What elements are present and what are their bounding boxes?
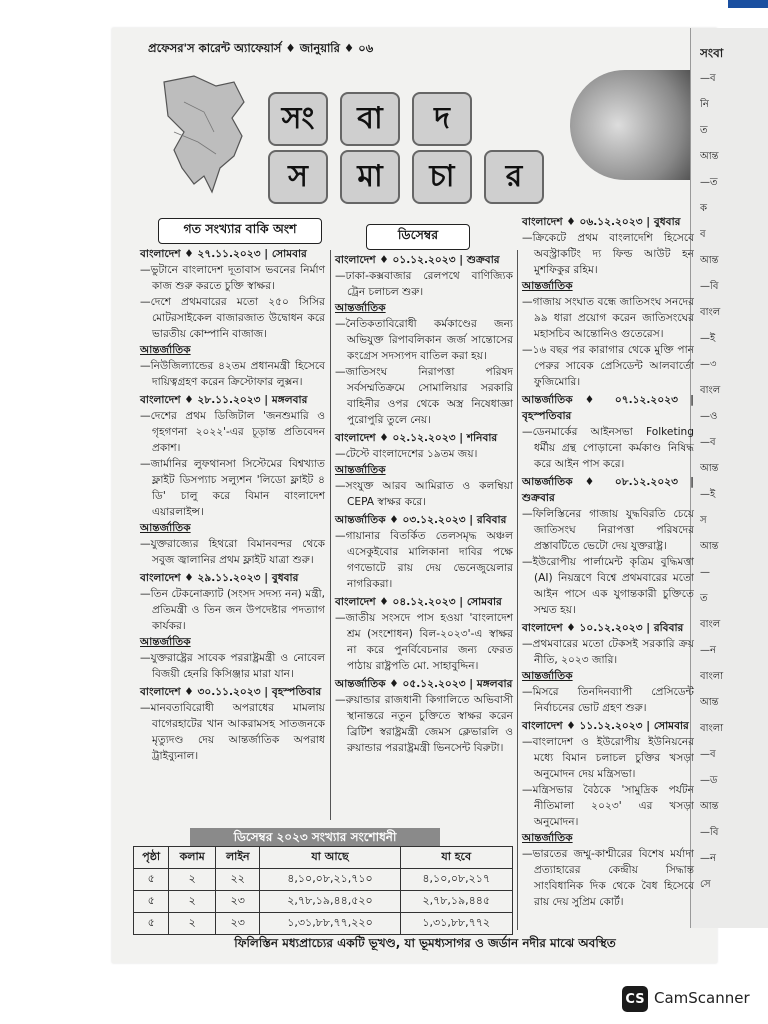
footer-note: ফিলিস্তিন মধ্যপ্রাচ্যের একটি ভূখণ্ড, যা ভূমধ্যসাগর ও জর্ডান নদীর মাঝে অবস্থিত xyxy=(234,936,616,950)
date-heading: বাংলাদেশ ♦ ০৪.১২.২০২৩ | সোমবার xyxy=(335,596,502,608)
section-label: আন্তর্জাতিক xyxy=(522,670,573,682)
news-item: —নিউজিল্যান্ডের ৪২তম প্রধানমন্ত্রী হিসেবে দায়িত্বগ্রহণ করেন ক্রিস্টোফার লুক্সন। xyxy=(140,360,325,388)
edge-top-label: সংবা xyxy=(700,46,724,60)
running-head: প্রফেসর'স কারেন্ট অ্যাফেয়ার্স ♦ জানুয়ারি ♦ ০৬ xyxy=(148,41,374,55)
date-heading: আন্তর্জাতিক ♦ ০৫.১২.২০২৩ | মঙ্গলবার xyxy=(335,678,513,690)
section-label: আন্তর্জাতিক xyxy=(140,344,191,356)
news-item: —যুক্তরাজ্যের হিথরো বিমানবন্দর থেকে সবুজ জ্বালানির প্রথম ফ্লাইট যাত্রা শুরু। xyxy=(140,538,325,566)
column-rule xyxy=(330,250,331,820)
table-cell: ১,৩১,৮৮,৭৭২ xyxy=(400,913,513,935)
news-item: —মানবতাবিরোধী অপরাধের মামলায় বাগেরহাটের খান আকরামসহ সাতজনকে মৃত্যুদণ্ড দেয় আন্তর্জাতিক অপরাধ ট্রাইব্যুনাল। xyxy=(140,702,325,762)
section-label: আন্তর্জাতিক xyxy=(140,522,191,534)
table-cell: ৪,১০,০৮,২১,৭১০ xyxy=(260,869,400,891)
date-heading: আন্তর্জাতিক ♦ ০৩.১২.২০২৩ | রবিবার xyxy=(335,514,507,526)
edge-accent-bar xyxy=(728,0,768,8)
news-item: —ক্রিকেটে প্রথম বাংলাদেশি হিসেবে অবস্ট্রাকটিং দ্য ফিল্ড আউট হন মুশফিকুর রহিম। xyxy=(522,232,694,276)
correction-header-cell: যা আছে xyxy=(260,847,400,869)
news-item: —ভুটানে বাংলাদেশ দূতাবাস ভবনের নির্মাণ কাজ শুরু করতে চুক্তি স্বাক্ষর। xyxy=(140,264,325,292)
banner-tile: দ xyxy=(412,92,472,146)
col1-heading: গত সংখ্যার বাকি অংশ xyxy=(158,218,322,244)
table-cell: ১,৩১,৮৮,৭৭,২২০ xyxy=(260,913,400,935)
table-cell: ৫ xyxy=(134,891,169,913)
date-heading: বাংলাদেশ ♦ ১০.১২.২০২৩ | রবিবার xyxy=(522,622,684,634)
edge-fragment: বাংলা xyxy=(700,671,724,682)
news-item: —প্রথমবারের মতো টেকসই সরকারি ক্রয় নীতি, ২০২৩ জারি। xyxy=(522,638,694,666)
col2-heading: ডিসেম্বর xyxy=(366,224,470,250)
correction-title: ডিসেম্বর ২০২৩ সংখ্যার সংশোধনী xyxy=(190,828,440,846)
section-label: আন্তর্জাতিক xyxy=(140,636,191,648)
news-item: —দেশে প্রথমবারের মতো ২৫০ সিসির মোটরসাইকেল বাজারজাত উদ্বোধন করে ভারতীয় কোম্পানি বাজাজ। xyxy=(140,296,325,340)
banner-tile: সং xyxy=(268,92,328,146)
table-row xyxy=(134,913,513,935)
correction-header-cell: যা হবে xyxy=(400,847,513,869)
edge-fragment: স xyxy=(700,515,707,526)
news-item: —যুক্তরাষ্ট্রের সাবেক পররাষ্ট্রমন্ত্রী ও নোবেল বিজয়ী হেনরি কিসিঞ্জার মারা যান। xyxy=(140,652,325,680)
edge-fragment: —বি xyxy=(700,827,719,838)
edge-fragment: —৩ xyxy=(700,359,717,370)
edge-fragment: আন্ত xyxy=(700,151,719,162)
edge-fragment: —ই xyxy=(700,333,716,344)
banner-tile: স xyxy=(268,150,328,204)
table-cell: ৫ xyxy=(134,913,169,935)
edge-fragment: —ড xyxy=(700,775,718,786)
section-label: আন্তর্জাতিক xyxy=(335,302,386,314)
column-1 xyxy=(140,244,325,764)
table-cell: ২৩ xyxy=(216,913,260,935)
news-item: —ইউরোপীয় পার্লামেন্ট কৃত্রিম বুদ্ধিমত্তা (AI) নিয়ন্ত্রণে বিশ্বে প্রথমবারের মতো আইন পাসে এক যুগান্তকারী চুক্তিতে সম্মত হয়। xyxy=(522,556,694,616)
news-item: —ডেনমার্কের আইনসভা Folketing ধর্মীয় গ্রন্থ পোড়ানো কর্মকাণ্ড নিষিদ্ধ করে আইন পাস করে। xyxy=(522,426,694,470)
table-row xyxy=(134,891,513,913)
news-item: —জাতীয় সংসদে পাস হওয়া 'বাংলাদেশ শ্রম (সংশোধন) বিল-২০২৩'-এ স্বাক্ষর না করে পুনর্বিবেচনার জন্য ফেরত পাঠায় রাষ্ট্রপতি মো. সাহাবুদ্দিন। xyxy=(335,612,513,672)
table-cell: ২৩ xyxy=(216,891,260,913)
correction-header-cell: কলাম xyxy=(169,847,216,869)
date-heading: বাংলাদেশ ♦ ০৬.১২.২০২৩ | বুধবার xyxy=(522,216,681,228)
banner-tile: মা xyxy=(340,150,400,204)
edge-fragment: —ব xyxy=(700,437,716,448)
news-item: —মিসরে তিনদিনব্যাপী প্রেসিডেন্ট নির্বাচনের ভোট গ্রহণ শুরু। xyxy=(522,686,694,714)
table-cell: ২,৭৮,১৯,৪৪৫ xyxy=(400,891,513,913)
edge-fragment: বাংল xyxy=(700,619,721,630)
date-heading: বাংলাদেশ ♦ ০২.১২.২০২৩ | শনিবার xyxy=(335,432,498,444)
section-label: আন্তর্জাতিক xyxy=(522,280,573,292)
edge-fragment: আন্ত xyxy=(700,697,719,708)
edge-fragment: —ব xyxy=(700,73,716,84)
edge-fragment: —ও xyxy=(700,411,718,422)
table-cell: ২২ xyxy=(216,869,260,891)
news-item: —ঢাকা-কক্সবাজার রেলপথে বাণিজ্যিক ট্রেন চলাচল শুরু। xyxy=(335,270,513,298)
news-item: —তিন টেকনোক্র্যাট (সংসদ সদস্য নন) মন্ত্রী, প্রতিমন্ত্রী ও তিন জন উপদেষ্টার পদত্যাগ কার্যকর। xyxy=(140,588,325,632)
edge-fragment: —ন xyxy=(700,645,716,656)
date-heading: বাংলাদেশ ♦ ২৭.১১.২০২৩ | সোমবার xyxy=(140,248,307,260)
news-item: —গায়ানার বিতর্কিত তেলসমৃদ্ধ অঞ্চল এসেকুইবোর মালিকানা দাবির পক্ষে গণভোটে রায় দেয় ভেনেজুয়েলার নাগরিকরা। xyxy=(335,530,513,590)
edge-fragment: নি xyxy=(700,99,709,110)
table-row xyxy=(134,869,513,891)
banner-tile: বা xyxy=(340,92,400,146)
correction-header-row xyxy=(134,847,513,869)
date-heading: আন্তর্জাতিক ♦ ০৮.১২.২০২৩ | শুক্রবার xyxy=(522,476,694,504)
edge-fragment: —ত xyxy=(700,177,718,188)
edge-fragment: বাংল xyxy=(700,307,721,318)
edge-fragment: —বি xyxy=(700,281,719,292)
banner-decoration xyxy=(570,70,690,180)
correction-table xyxy=(133,846,513,935)
edge-fragment: আন্ত xyxy=(700,463,719,474)
camscanner-logo: CS xyxy=(622,986,648,1012)
news-item: —মন্ত্রিসভার বৈঠকে 'সামুদ্রিক পর্যটন নীতিমালা ২০২৩' এর খসড়া অনুমোদন। xyxy=(522,784,694,828)
banner-tile: র xyxy=(484,150,544,204)
date-heading: বাংলাদেশ ♦ ০১.১২.২০২৩ | শুক্রবার xyxy=(335,254,500,266)
news-item: —নৈতিকতাবিরোধী কর্মকাণ্ডের জন্য অভিযুক্ত রিপাবলিকান জর্জ সান্তোসের কংগ্রেস সদস্যপদ বাতিল করা হয়। xyxy=(335,318,513,362)
column-3 xyxy=(522,212,694,910)
camscanner-watermark: CamScanner xyxy=(654,989,750,1007)
banner-tile: চা xyxy=(412,150,472,204)
edge-fragment: —ব xyxy=(700,749,716,760)
edge-fragment: ত xyxy=(700,593,708,604)
column-2 xyxy=(335,250,513,756)
edge-fragment: বাংল xyxy=(700,385,721,396)
edge-fragment: —ই xyxy=(700,489,716,500)
edge-fragment: সে xyxy=(700,879,711,890)
table-cell: ৫ xyxy=(134,869,169,891)
bangladesh-map-icon xyxy=(154,72,250,200)
edge-fragment: ক xyxy=(700,203,707,214)
edge-fragment: ব xyxy=(700,229,706,240)
correction-header-cell: পৃষ্ঠা xyxy=(134,847,169,869)
table-cell: ৪,১০,০৮,২১৭ xyxy=(400,869,513,891)
edge-fragment: আন্ত xyxy=(700,541,719,552)
date-heading: আন্তর্জাতিক ♦ ০৭.১২.২০২৩ | বৃহস্পতিবার xyxy=(522,394,694,422)
news-item: —রুয়ান্ডার রাজধানী কিগালিতে অভিবাসী স্থানান্তরে নতুন চুক্তিতে স্বাক্ষর করেন ব্রিটিশ স্বরাষ্ট্রমন্ত্রী জেমস ক্লেভারলি ও রুয়ান্ডার পররাষ্ট্রমন্ত্রী ভিনসেন্ট বিরুটা। xyxy=(335,694,513,754)
date-heading: বাংলাদেশ ♦ ১১.১২.২০২৩ | সোমবার xyxy=(522,720,689,732)
news-item: —ভারতের জম্মু-কাশ্মীরের বিশেষ মর্যাদা প্রত্যাহারের কেন্দ্রীয় সিদ্ধান্ত সাংবিধানিক দিক থেকে বৈধ হিসেবে রায় দেয় সুপ্রিম কোর্ট। xyxy=(522,848,694,908)
news-item: —দেশের প্রথম ডিজিটাল 'জনশুমারি ও গৃহগণনা ২০২২'-এর চূড়ান্ত প্রতিবেদন প্রকাশ। xyxy=(140,410,325,454)
news-item: —১৬ বছর পর কারাগার থেকে মুক্তি পান পেরুর সাবেক প্রেসিডেন্ট আলবার্তো ফুজিমোরি। xyxy=(522,344,694,388)
edge-fragment: — xyxy=(700,567,710,578)
table-cell: ২,৭৮,১৯,৪৪,৫২০ xyxy=(260,891,400,913)
table-cell: ২ xyxy=(169,913,216,935)
news-item: —টেস্টে বাংলাদেশের ১৯তম জয়। xyxy=(335,448,478,460)
correction-header-cell: লাইন xyxy=(216,847,260,869)
edge-fragment: আন্ত xyxy=(700,255,719,266)
section-label: আন্তর্জাতিক xyxy=(522,832,573,844)
edge-fragment: বাংলা xyxy=(700,723,724,734)
edge-fragment: —ন xyxy=(700,853,716,864)
news-item: —জাতিসংঘ নিরাপত্তা পরিষদ সর্বসম্মতিক্রমে সোমালিয়ার সরকারি বাহিনীর ওপর থেকে অস্ত্র নিষেধাজ্ঞা পুরোপুরি তুলে নেয়। xyxy=(335,366,513,426)
news-item: —গাজায় সংঘাত বন্ধে জাতিসংঘ সনদের ৯৯ ধারা প্রয়োগ করেন জাতিসংঘের মহাসচিব আন্তোনিও গুতেরেস। xyxy=(522,296,694,340)
news-item: —বাংলাদেশ ও ইউরোপীয় ইউনিয়নের মধ্যে বিমান চলাচল চুক্তির খসড়া অনুমোদন দেয় মন্ত্রিসভা। xyxy=(522,736,694,780)
date-heading: বাংলাদেশ ♦ ৩০.১১.২০২৩ | বৃহস্পতিবার xyxy=(140,686,322,698)
edge-fragment: ত xyxy=(700,125,708,136)
date-heading: বাংলাদেশ ♦ ২৯.১১.২০২৩ | বুধবার xyxy=(140,572,299,584)
date-heading: বাংলাদেশ ♦ ২৮.১১.২০২৩ | মঙ্গলবার xyxy=(140,394,308,406)
column-rule xyxy=(517,250,518,930)
edge-fragment: আন্ত xyxy=(700,801,719,812)
table-cell: ২ xyxy=(169,891,216,913)
news-item: —সংযুক্ত আরব আমিরাত ও কলম্বিয়া CEPA স্বাক্ষর করে। xyxy=(335,480,513,508)
news-item: —জার্মানির লুফথানসা সিস্টেমের বিশ্বখ্যাত ফ্লাইট ডিসপ্যাচ সল্যুশন 'লিডো ফ্লাইট ৪ ডি' চালু করে বিমান বাংলাদেশ এয়ারলাইন্স। xyxy=(140,458,325,518)
table-cell: ২ xyxy=(169,869,216,891)
news-item: —ফিলিস্তিনের গাজায় যুদ্ধবিরতি চেয়ে জাতিসংঘ নিরাপত্তা পরিষদের প্রস্তাবটিতে ভেটো দেয় যুক্তরাষ্ট্র। xyxy=(522,508,694,552)
section-label: আন্তর্জাতিক xyxy=(335,464,386,476)
